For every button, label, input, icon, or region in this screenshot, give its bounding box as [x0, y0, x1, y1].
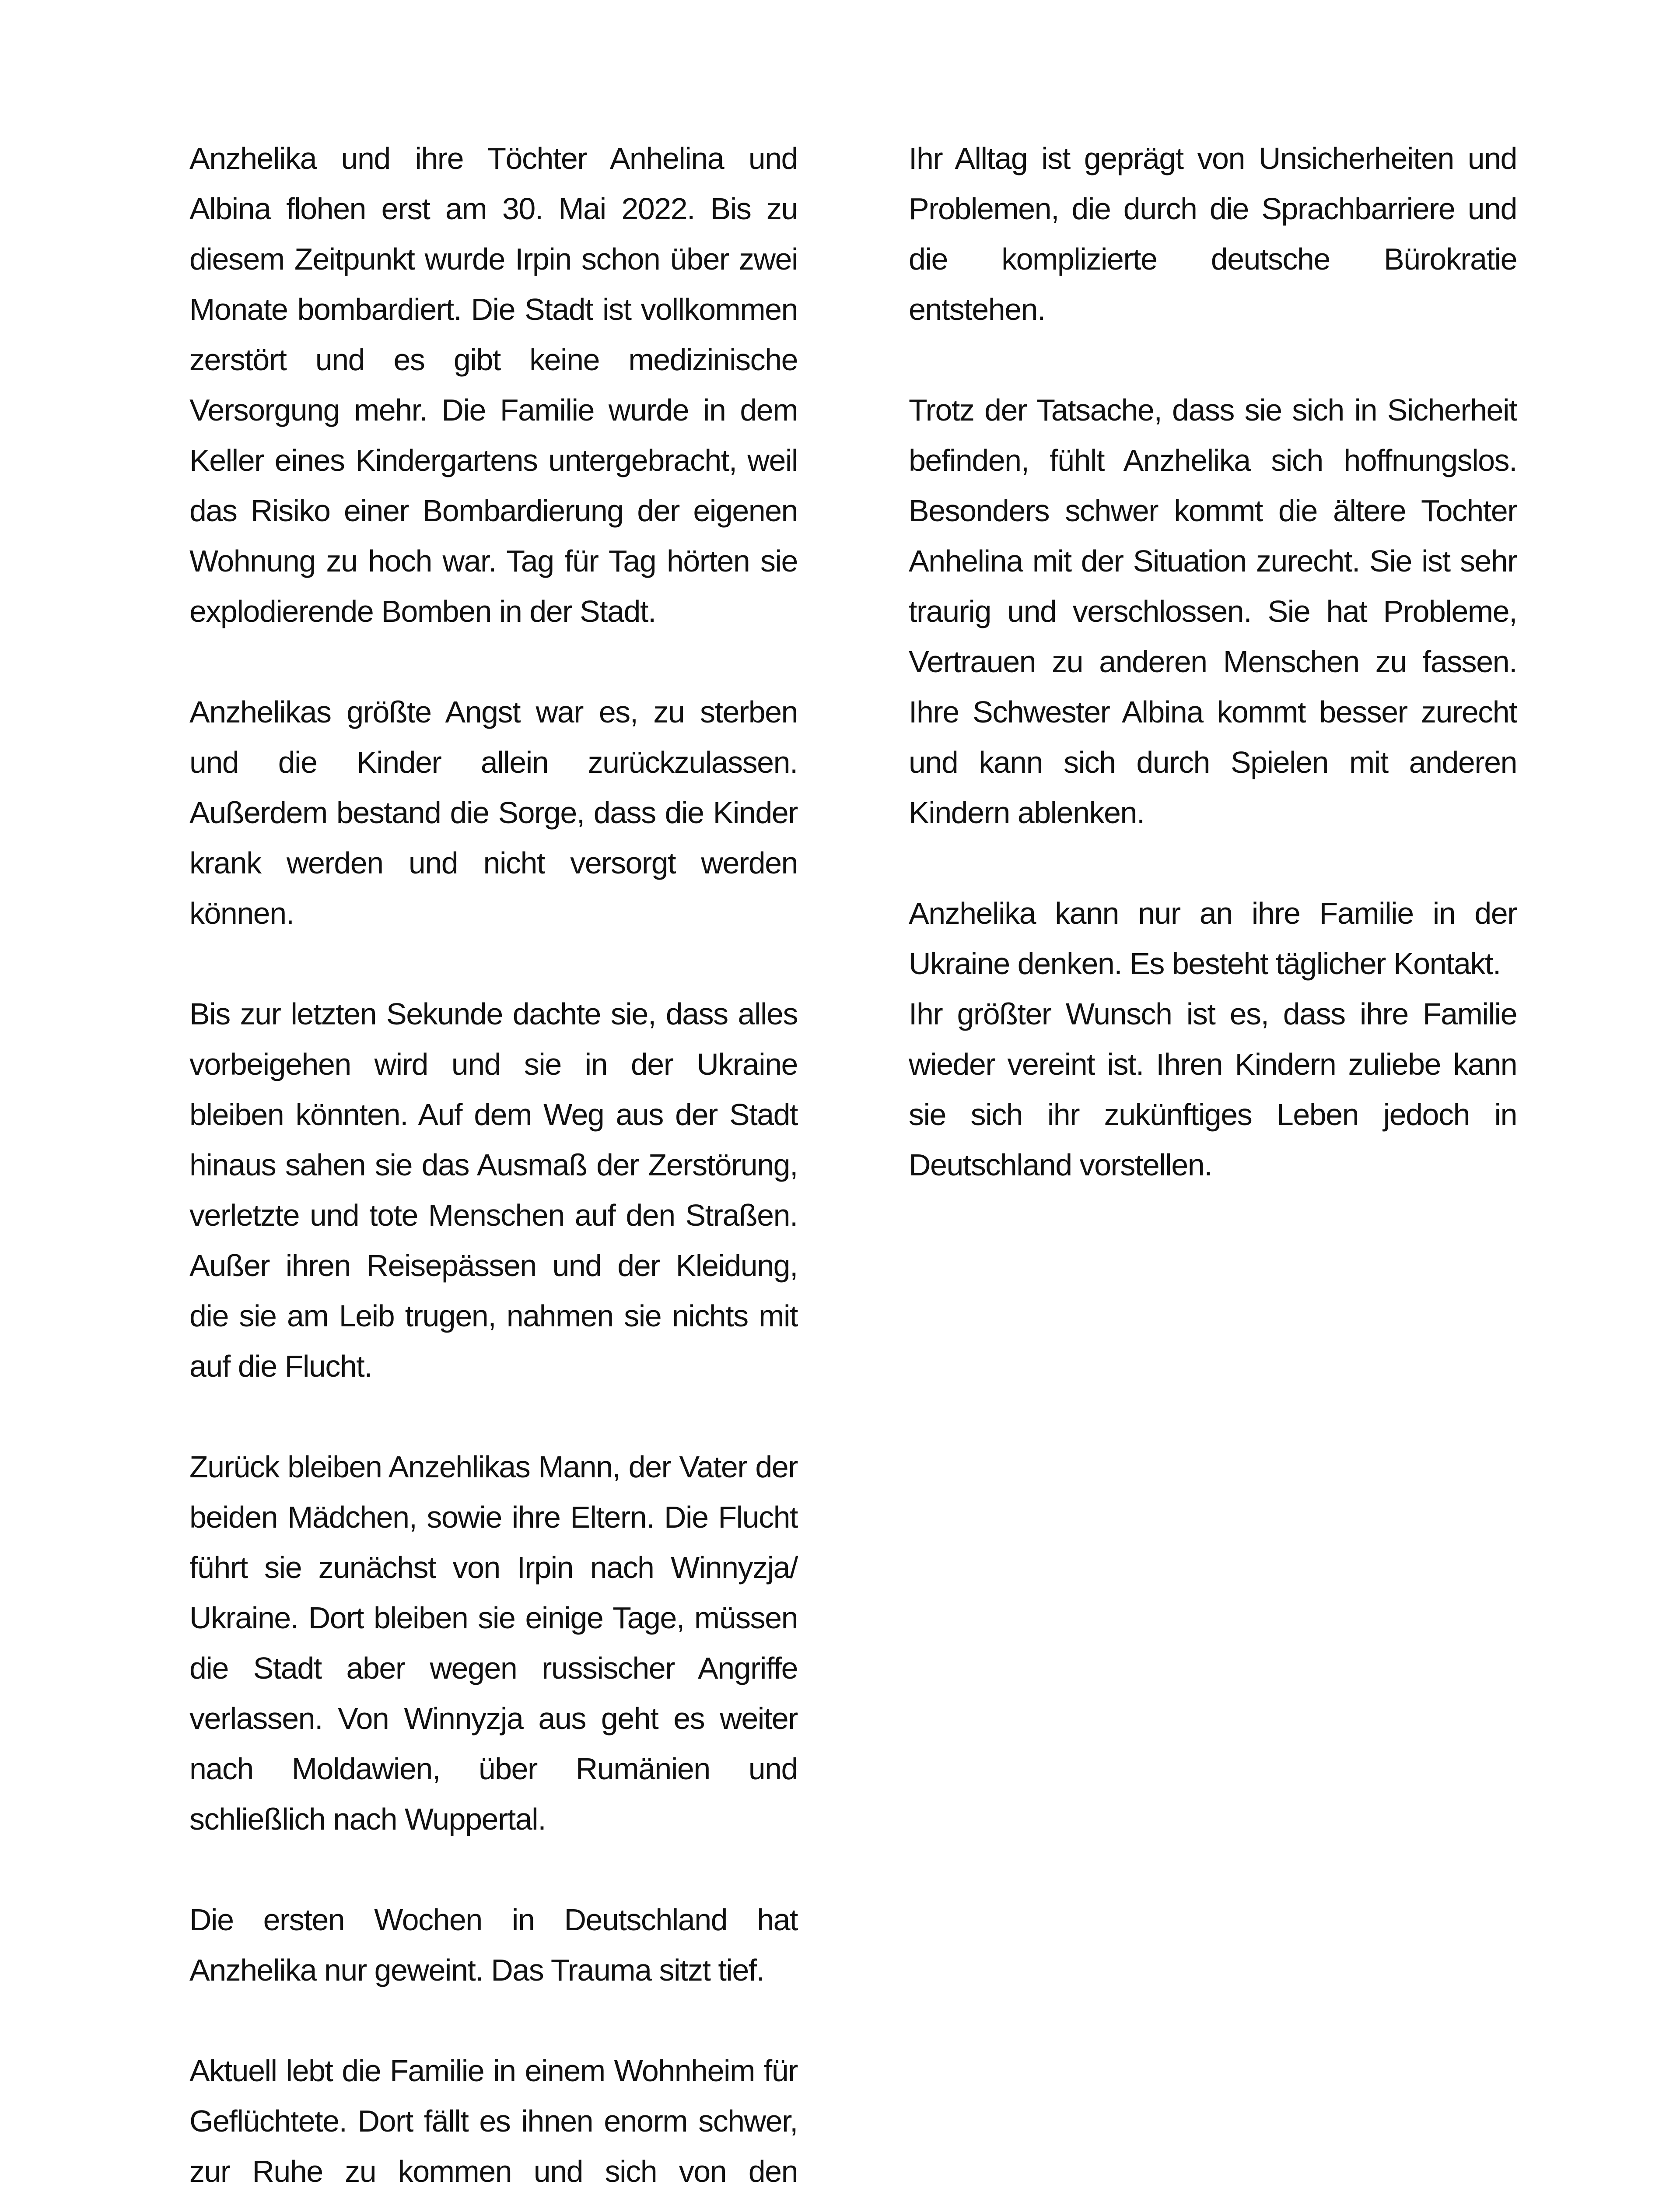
paragraph-escape-route: Zurück bleiben Anzehlikas Mann, der Vater der beiden Mädchen, sowie ihre Eltern. Die Flucht führt sie zunächst von Irpin nach Winnyzja/ Ukraine. Dort bleiben sie einige Tage, müssen die Stadt aber wegen russischer Angriffe verlassen. Von Winnyzja aus geht es weiter nach Moldawien, über Rumänien und schließlich nach Wuppertal. [189, 1450, 798, 1836]
paragraph-flight-from-irpin: Anzhelika und ihre Töchter Anhelina und Albina flohen erst am 30. Mai 2022. Bis zu diesem Zeitpunkt wurde Irpin schon über zwei Monate bombardiert. Die Stadt ist vollkommen zerstört und es gibt keine medizinische Versorgung mehr. Die Familie wurde in dem Keller eines Kindergartens untergebracht, weil das Risiko einer Bombardierung der eigenen Wohnung zu hoch war. Tag für Tag hörten sie explodierende Bomben in der Stadt. [189, 141, 798, 628]
paragraph-daily-life: Ihr Alltag ist geprägt von Unsicherheiten und Problemen, die durch die Sprachbarriere und die komplizierte deutsche Bürokratie entstehen. [909, 141, 1517, 326]
paragraph-last-second: Bis zur letzten Sekunde dachte sie, dass alles vorbeigehen wird und sie in der Ukraine bleiben könnten. Auf dem Weg aus der Stadt hinaus sahen sie das Ausmaß der Zerstörung, verletzte und tote Menschen auf den Straßen. Außer ihren Reisepässen und der Kleidung, die sie am Leib trugen, nahmen sie nichts mit auf die Flucht. [189, 997, 798, 1383]
paragraph-greatest-fear: Anzhelikas größte Angst war es, zu sterben und die Kinder allein zurückzulassen. Außerdem bestand die Sorge, dass die Kinder krank werden und nicht versorgt werden können. [189, 695, 798, 930]
paragraph-hopelessness: Trotz der Tatsache, dass sie sich in Sicherheit befinden, fühlt Anzhelika sich hoffnungslos. Besonders schwer kommt die ältere Tochter Anhelina mit der Situation zurecht. Sie ist sehr traurig und verschlossen. Sie hat Probleme, Vertrauen zu anderen Menschen zu fassen. Ihre Schwester Albina kommt besser zurecht und kann sich durch Spielen mit anderen Kindern ablenken. [909, 393, 1517, 830]
paragraph-first-weeks: Die ersten Wochen in Deutschland hat Anzhelika nur geweint. Das Trauma sitzt tief. [189, 1903, 798, 1987]
right-text-column [909, 133, 1517, 1190]
left-text-column [189, 133, 798, 2188]
paragraph-greatest-wish: Ihr größter Wunsch ist es, dass ihre Familie wieder vereint ist. Ihren Kindern zuliebe kann sie sich ihr zukünftiges Leben jedoch in Deutschland vorstellen. [909, 997, 1517, 1182]
paragraph-current-living: Aktuell lebt die Familie in einem Wohnheim für Geflüchtete. Dort fällt es ihnen enorm schwer, zur Ruhe zu kommen und sich von den [189, 2054, 798, 2188]
paragraph-family-contact: Anzhelika kann nur an ihre Familie in der Ukraine denken. Es besteht täglicher Kontakt. [909, 896, 1517, 981]
